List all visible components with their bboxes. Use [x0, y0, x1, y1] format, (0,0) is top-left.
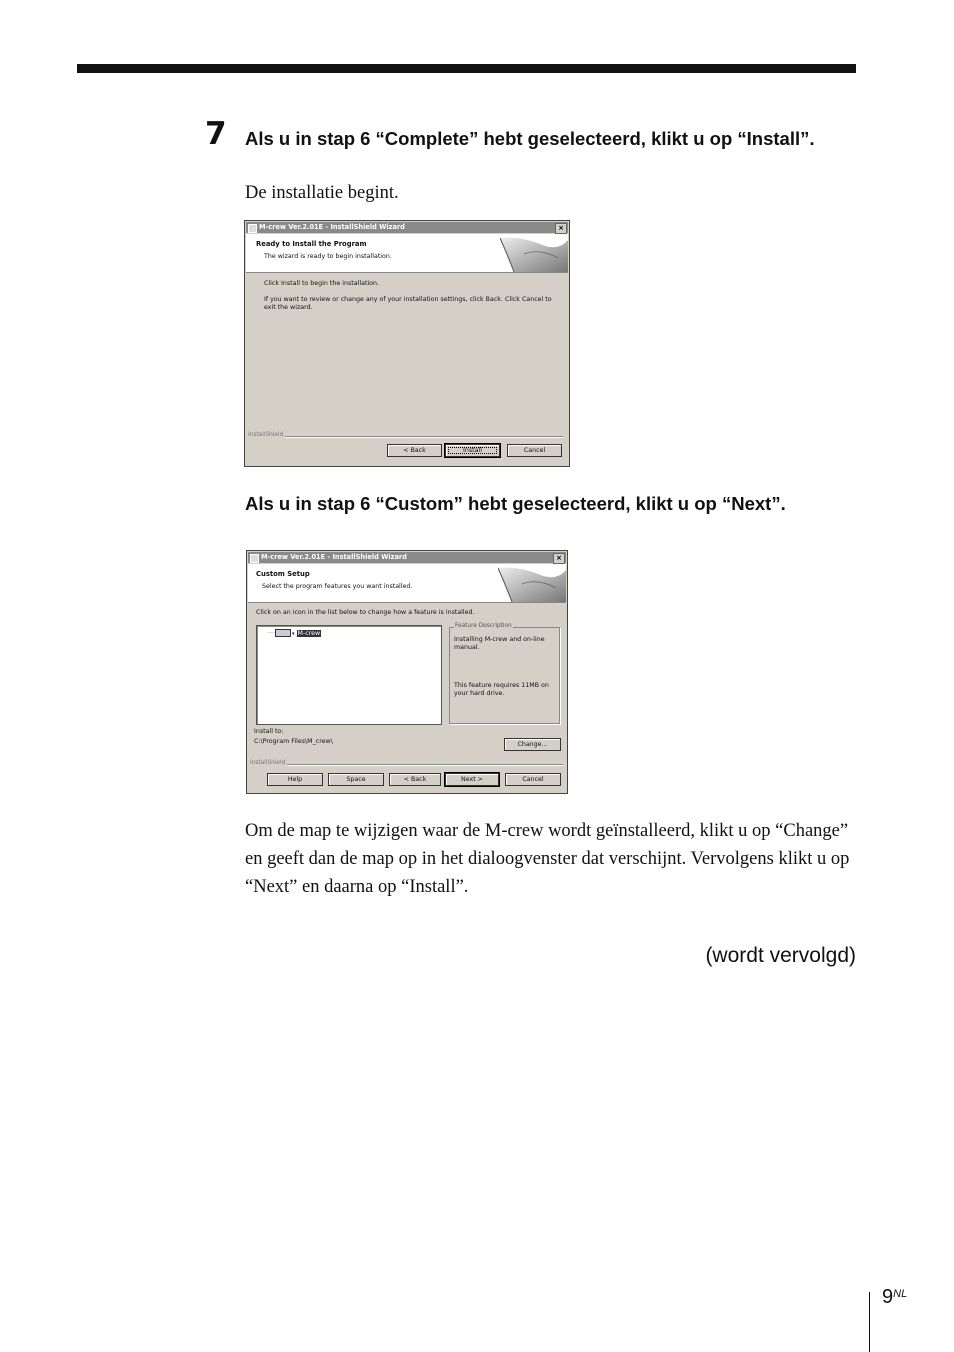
page-number [882, 1286, 907, 1309]
dialog-line-2: If you want to review or change any of your installation settings, click Back. Click Cancel to exit the wizard. [264, 296, 552, 311]
feature-tree[interactable] [256, 625, 442, 725]
dialog-separator [287, 764, 563, 766]
chevron-down-icon[interactable]: ▾ [292, 631, 295, 637]
dialog-titlebar [248, 552, 566, 563]
installer-icon [250, 554, 259, 563]
page-curl-icon [500, 234, 568, 272]
space-button[interactable]: Space [328, 773, 384, 786]
dialog-header-subtitle: The wizard is ready to begin installation. [264, 253, 392, 260]
install-button[interactable] [445, 444, 500, 457]
install-button-label: Install [463, 447, 482, 454]
page-curl-icon [498, 564, 566, 602]
installshield-brand: InstallShield [248, 432, 284, 438]
drive-icon[interactable] [275, 629, 291, 637]
custom-heading: Als u in stap 6 “Custom” hebt geselecteerd, klikt u op “Next”. [245, 493, 786, 514]
install-dialog-screenshot [244, 220, 570, 467]
help-button[interactable]: Help [267, 773, 323, 786]
dialog-line-1: Click Install to begin the installation. [264, 280, 380, 287]
body-paragraph: Om de map te wijzigen waar de M-crew wordt geïnstalleerd, klikt u op “Change” en geeft dan de map op in het dialoogvenster dat verschijnt. Vervolgens klikt u op “Next” en daarna op “Install”. [245, 821, 850, 897]
tree-item-label: M-crew [297, 630, 321, 637]
cancel-button[interactable]: Cancel [507, 444, 562, 457]
page-number-value: 9 [882, 1286, 894, 1308]
continued-label: (wordt vervolgd) [705, 944, 856, 967]
custom-setup-dialog-screenshot [246, 550, 568, 794]
install-path: C:\Program Files\M_crew\ [254, 738, 333, 745]
top-rule [77, 64, 856, 73]
page-number-rule [869, 1292, 870, 1352]
install-to-label: Install to: [254, 728, 284, 735]
back-button[interactable]: < Back [389, 773, 441, 786]
dialog-header [248, 564, 566, 603]
installshield-brand: InstallShield [250, 760, 286, 766]
close-icon[interactable]: × [555, 223, 567, 234]
feature-requirement: This feature requires 11MB on your hard drive. [454, 682, 549, 697]
dialog-header-title: Custom Setup [256, 570, 310, 578]
step-text: De installatie begint. [245, 183, 399, 203]
dialog-header-title: Ready to Install the Program [256, 240, 367, 248]
step-heading: Als u in stap 6 “Complete” hebt geselecteerd, klikt u op “Install”. [245, 128, 815, 149]
close-icon[interactable]: × [553, 553, 565, 564]
feature-description-group [449, 623, 560, 724]
cancel-button[interactable]: Cancel [505, 773, 561, 786]
feature-group-label: Feature Description [455, 623, 512, 629]
dialog-separator [285, 436, 563, 438]
dialog-header-subtitle: Select the program features you want installed. [262, 583, 413, 590]
page-language-suffix: NL [893, 1288, 908, 1300]
dialog-instruction: Click on an icon in the list below to change how a feature is installed. [256, 609, 475, 616]
back-button[interactable]: < Back [387, 444, 442, 457]
dialog-header [246, 234, 568, 273]
dialog-titlebar [246, 222, 568, 233]
dialog-title: M-crew Ver.2.01E - InstallShield Wizard [259, 223, 405, 231]
next-button[interactable]: Next > [445, 773, 499, 786]
dialog-title: M-crew Ver.2.01E - InstallShield Wizard [261, 553, 407, 561]
installer-icon [248, 224, 257, 233]
tree-item-m-crew[interactable]: ···· ▾ M-crew [267, 630, 321, 637]
step-number: 7 [205, 116, 227, 152]
feature-description: Installing M-crew and on-line manual. [454, 636, 545, 651]
change-button[interactable]: Change... [504, 738, 561, 751]
